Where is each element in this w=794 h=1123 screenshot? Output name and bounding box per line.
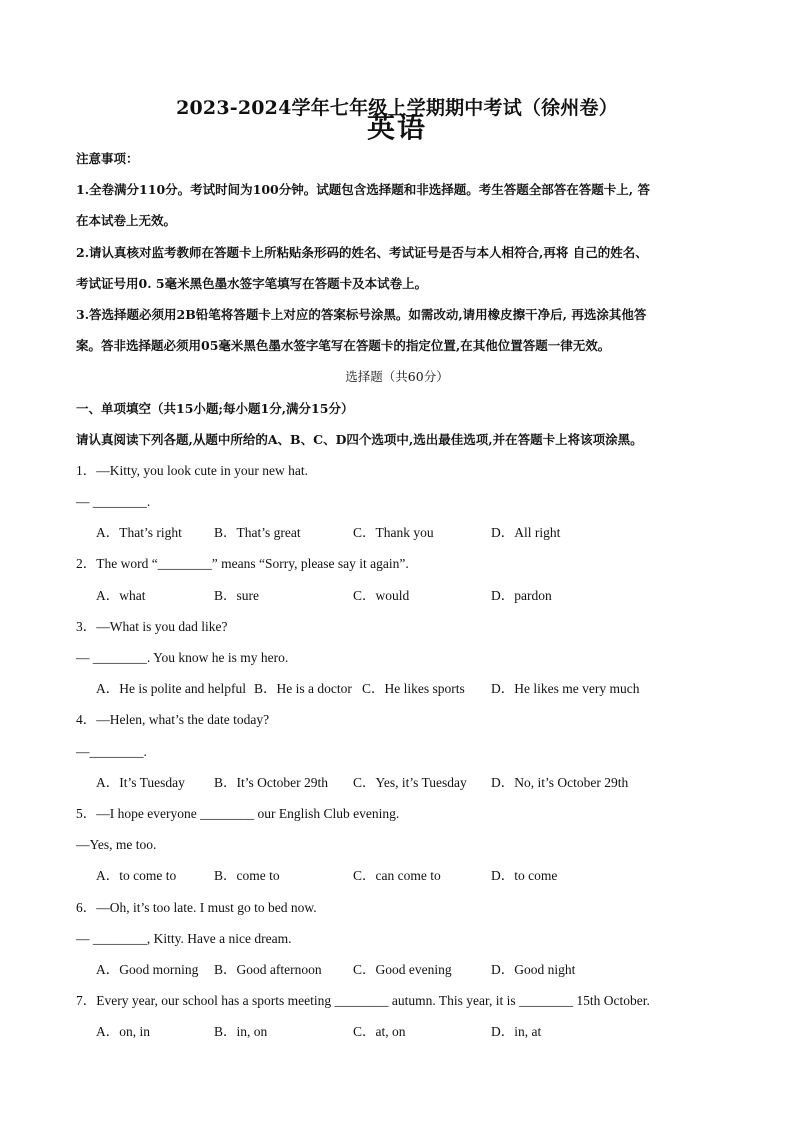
notice-line: 在本试卷上无效。 <box>76 213 177 228</box>
question-stem: 4．—Helen, what’s the date today? <box>76 712 270 727</box>
option-a: A．That’s right <box>96 525 182 540</box>
option-d: D．No, it’s October 29th <box>491 775 629 790</box>
option-a: A．on, in <box>96 1024 150 1039</box>
question-stem: 7．Every year, our school has a sports meeting ________ autumn. This year, it is ________ 15th October. <box>76 993 650 1008</box>
option-a: A．what <box>96 588 146 603</box>
option-d: D．All right <box>491 525 561 540</box>
answer-options <box>96 680 716 698</box>
option-a: A．He is polite and helpful <box>96 681 246 696</box>
exam-title: 2023-2024学年七年级上学期期中考试（徐州卷） <box>176 97 618 119</box>
option-d: D．pardon <box>491 588 552 603</box>
option-b: B．sure <box>214 588 259 603</box>
option-b: B．come to <box>214 868 280 883</box>
option-c: C．He likes sports <box>362 681 465 696</box>
option-a: A．Good morning <box>96 962 199 977</box>
subject-title: 英语 <box>366 111 427 144</box>
option-b: B．He is a doctor <box>254 681 352 696</box>
answer-options <box>96 961 716 979</box>
option-a: A．It’s Tuesday <box>96 775 185 790</box>
option-a: A．to come to <box>96 868 177 883</box>
part-instruction: 请认真阅读下列各题,从题中所给的A、B、C、D四个选项中,选出最佳选项,并在答题卡上将该项涂黑。 <box>76 432 643 447</box>
notice-line: 1.全卷满分110分。考试时间为100分钟。试题包含选择题和非选择题。考生答题全部答在答题卡上, 答 <box>76 182 650 197</box>
option-d: D．to come <box>491 868 558 883</box>
notice-line: 考试证号用0. 5毫米黑色墨水签字笔填写在答题卡及本试卷上。 <box>76 276 428 291</box>
option-b: B．in, on <box>214 1024 268 1039</box>
section-title: 选择题（共60分） <box>345 369 449 384</box>
option-d: D．He likes me very much <box>491 681 640 696</box>
question-stem: 6．—Oh, it’s too late. I must go to bed now. <box>76 900 317 915</box>
answer-options <box>96 587 716 605</box>
option-c: C．would <box>353 588 410 603</box>
notice-heading: 注意事项： <box>76 151 139 166</box>
answer-options <box>96 867 716 885</box>
part-title: 一、单项填空（共15小题;每小题1分,满分15分） <box>76 401 354 416</box>
option-c: C．Thank you <box>353 525 434 540</box>
option-c: C．Yes, it’s Tuesday <box>353 775 467 790</box>
notice-line: 案。答非选择题必须用05毫米黑色墨水签字笔写在答题卡的指定位置,在其他位置答题一律无效。 <box>76 338 611 353</box>
option-c: C．Good evening <box>353 962 452 977</box>
question-stem: 3．—What is you dad like? <box>76 619 228 634</box>
option-c: C．can come to <box>353 868 441 883</box>
answer-options <box>96 774 716 792</box>
option-b: B．That’s great <box>214 525 301 540</box>
question-stem: — ________. <box>76 494 151 509</box>
option-b: B．Good afternoon <box>214 962 322 977</box>
question-stem: 1．—Kitty, you look cute in your new hat. <box>76 463 308 478</box>
notice-line: 2.请认真核对监考教师在答题卡上所粘贴条形码的姓名、考试证号是否与本人相符合,再将 自己的姓名、 <box>76 245 648 260</box>
option-d: D．Good night <box>491 962 576 977</box>
question-stem: 2．The word “________” means “Sorry, please say it again”. <box>76 556 409 571</box>
option-c: C．at, on <box>353 1024 406 1039</box>
question-stem: — ________. You know he is my hero. <box>76 650 289 665</box>
answer-options <box>96 524 716 542</box>
notice-line: 3.答选择题必须用2B铅笔将答题卡上对应的答案标号涂黑。如需改动,请用橡皮擦干净后, 再选涂其他答 <box>76 307 647 322</box>
question-stem: —________. <box>76 744 147 759</box>
option-d: D．in, at <box>491 1024 542 1039</box>
option-b: B．It’s October 29th <box>214 775 328 790</box>
question-stem: 5．—I hope everyone ________ our English Club evening. <box>76 806 400 821</box>
question-stem: —Yes, me too. <box>76 837 157 852</box>
question-stem: — ________, Kitty. Have a nice dream. <box>76 931 292 946</box>
answer-options <box>96 1023 716 1041</box>
